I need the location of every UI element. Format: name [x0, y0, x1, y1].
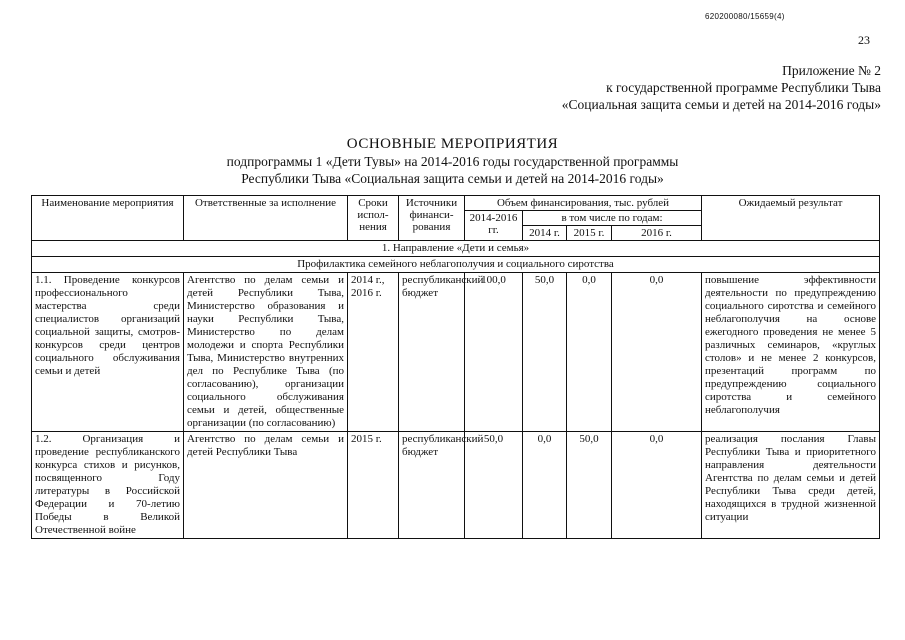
activity-result: реализация послания Главы Республики Тыва и приоритетного направления деятельности Агентства по делам семьи и детей Республики Тыва среди детей, находящихся в трудной жизненной ситуации	[702, 432, 880, 539]
header-funding: Объем финансирования, тыс. рублей	[465, 196, 702, 211]
header-by-years: в том числе по годам:	[523, 211, 702, 226]
title-subtitle: Республики Тыва «Социальная защита семьи и детей на 2014-2016 годы»	[241, 171, 664, 186]
activity-source: республиканский бюджет	[399, 273, 465, 432]
activity-2014: 50,0	[523, 273, 567, 432]
activity-2015: 0,0	[567, 273, 612, 432]
document-title	[0, 135, 905, 187]
header-2014: 2014 г.	[523, 226, 567, 241]
subsection-row	[32, 257, 880, 273]
header-2016: 2016 г.	[612, 226, 702, 241]
header-total: 2014-2016 гг.	[465, 211, 523, 241]
section-row	[32, 241, 880, 257]
activity-result: повышение эффективности деятельности по предупреждению социального сиротства и семейного неблагополучия на основе ежегодного проведения не менее 5 различных семинаров, «круглых столов» и не менее 2 конкурсов, презентаций программ по предупреждению социального сиротства и семейного неблагополучия	[702, 273, 880, 432]
activity-2016: 0,0	[612, 432, 702, 539]
activities-table	[31, 195, 880, 539]
header-2015: 2015 г.	[567, 226, 612, 241]
activity-2015: 50,0	[567, 432, 612, 539]
header-name: Наименование мероприятия	[32, 196, 184, 241]
activity-terms: 2014 г., 2016 г.	[348, 273, 399, 432]
activity-responsible: Агентство по делам семьи и детей Республики Тыва, Министерство образования и науки Республики Тыва, Министерство по делам молодежи и спорта Республики Тыва, Министерство внутренних дел по Республике Тыва (по согласованию), организации социального обслуживания семьи и детей, общественные организации (по согласованию)	[184, 273, 348, 432]
activity-2016: 0,0	[612, 273, 702, 432]
header-responsible: Ответственные за исполнение	[184, 196, 348, 241]
table-row	[32, 273, 880, 432]
header-sources: Источники финанси-рования	[399, 196, 465, 241]
appendix-header	[562, 62, 881, 113]
activity-responsible: Агентство по делам семьи и детей Республики Тыва	[184, 432, 348, 539]
appendix-line: «Социальная защита семьи и детей на 2014-2016 годы»	[561, 97, 881, 112]
activity-name: 1.2. Организация и проведение республиканского конкурса стихов и рисунков, посвященного Году литературы в Российской Федерации и 70-летию Победы в Великой Отечественной войне	[32, 432, 184, 539]
table-header-row	[32, 196, 880, 211]
section-title: 1. Направление «Дети и семья»	[32, 241, 880, 257]
subsection-title: Профилактика семейного неблагополучия и социального сиротства	[32, 257, 880, 273]
appendix-line: Приложение № 2	[782, 63, 881, 78]
activity-name: 1.1. Проведение конкурсов профессионального мастерства среди специалистов организаций социальной защиты, смотров-конкурсов среди центров социального обслуживания семьи и детей	[32, 273, 184, 432]
header-result: Ожидаемый результат	[702, 196, 880, 241]
header-terms: Сроки испол-нения	[348, 196, 399, 241]
title-subtitle: подпрограммы 1 «Дети Тувы» на 2014-2016 годы государственной программы	[226, 154, 679, 169]
activity-source: республиканский бюджет	[399, 432, 465, 539]
activity-total: 50,0	[465, 432, 523, 539]
activity-2014: 0,0	[523, 432, 567, 539]
activity-terms: 2015 г.	[348, 432, 399, 539]
document-id: 620200080/15659(4)	[705, 12, 785, 21]
appendix-line: к государственной программе Республики Тыва	[606, 80, 881, 95]
title-main: ОСНОВНЫЕ МЕРОПРИЯТИЯ	[346, 136, 559, 152]
page-number: 23	[858, 33, 870, 47]
activity-total: 100,0	[465, 273, 523, 432]
table-row	[32, 432, 880, 539]
